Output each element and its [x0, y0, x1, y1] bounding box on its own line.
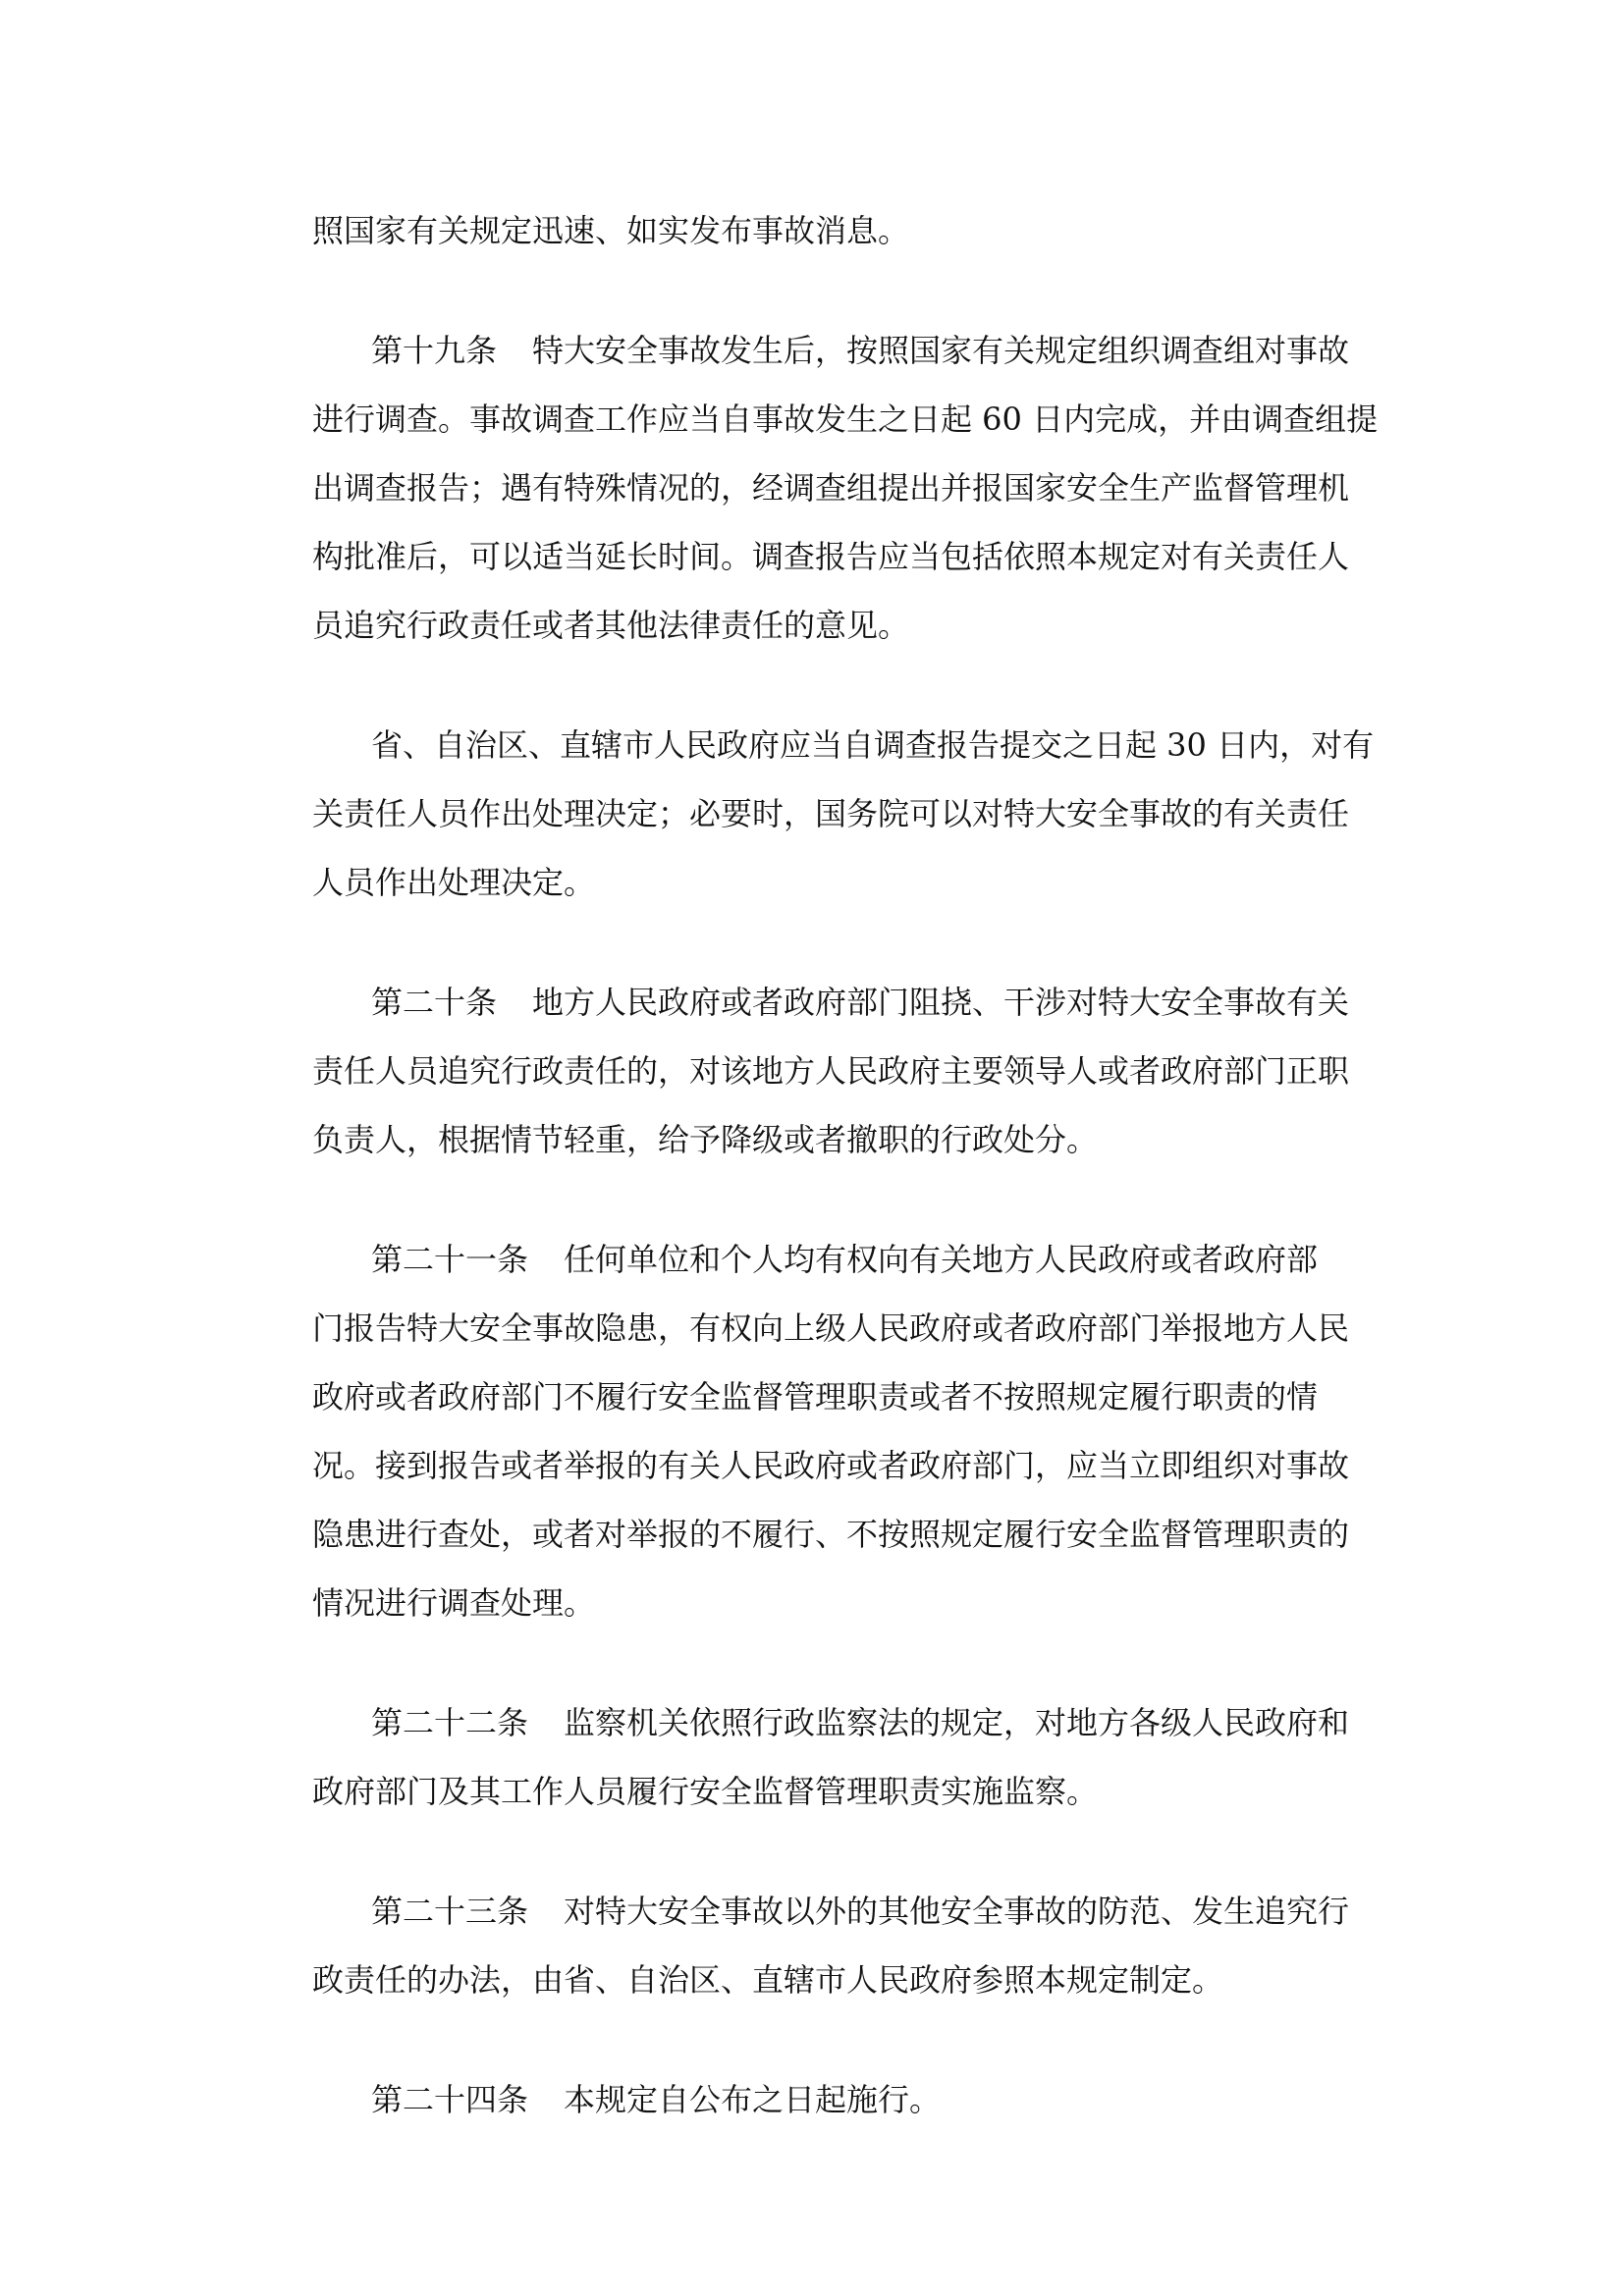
paragraph-line-text: 特大安全事故发生后，按照国家有关规定组织调查组对事故: [532, 332, 1350, 369]
paragraph-line: 员追究行政责任或者其他法律责任的意见。: [312, 607, 910, 644]
paragraph-line-text: 监察机关依照行政监察法的规定，对地方各级人民政府和: [564, 1704, 1350, 1741]
paragraph-line-text: 地方人民政府或者政府部门阻挠、干涉对特大安全事故有关: [532, 984, 1350, 1021]
paragraph-line: 政府部门及其工作人员履行安全监督管理职责实施监察。: [312, 1773, 1099, 1810]
paragraph-line: 出调查报告；遇有特殊情况的，经调查组提出并报国家安全生产监督管理机: [312, 469, 1350, 507]
article-23: [312, 1877, 1350, 2014]
paragraph-line: 关责任人员作出处理决定；必要时，国务院可以对特大安全事故的有关责任: [312, 795, 1350, 832]
paragraph-line: 况。接到报告或者举报的有关人民政府或者政府部门，应当立即组织对事故: [312, 1447, 1350, 1484]
document-body: [312, 196, 1379, 2185]
article-20: [312, 968, 1350, 1174]
paragraph-line: 照国家有关规定迅速、如实发布事故消息。: [312, 212, 910, 249]
article-number: 第二十二条: [371, 1704, 529, 1741]
paragraph-line: 人员作出处理决定。: [312, 864, 596, 901]
paragraph-line: 构批准后，可以适当延长时间。调查报告应当包括依照本规定对有关责任人: [312, 538, 1350, 575]
article-number: 第二十四条: [371, 2081, 529, 2118]
paragraph-first-line: [312, 1688, 1350, 1757]
article-24: [312, 2065, 1324, 2134]
paragraph-line: 政府或者政府部门不履行安全监督管理职责或者不按照规定履行职责的情: [312, 1378, 1319, 1415]
paragraph-line: 情况进行调查处理。: [312, 1584, 596, 1622]
paragraph-first-line: [312, 968, 1350, 1037]
paragraph-first-line: [312, 1877, 1350, 1946]
paragraph-line-text: 对特大安全事故以外的其他安全事故的防范、发生追究行: [564, 1893, 1350, 1930]
paragraph-first-line: [312, 316, 1350, 385]
paragraph-line-text: 任何单位和个人均有权向有关地方人民政府或者政府部: [564, 1241, 1319, 1278]
article-number: 第二十一条: [371, 1241, 529, 1278]
article-22: [312, 1688, 1350, 1826]
article-19-paragraph-2: [312, 711, 1375, 917]
paragraph-line: 责任人员追究行政责任的，对该地方人民政府主要领导人或者政府部门正职: [312, 1052, 1350, 1090]
paragraph-line-text: 本规定自公布之日起施行。: [564, 2081, 942, 2118]
paragraph-line: 负责人，根据情节轻重，给予降级或者撤职的行政处分。: [312, 1121, 1099, 1158]
article-21: [312, 1225, 1350, 1637]
article-19: [312, 316, 1379, 660]
paragraph-line: 进行调查。事故调查工作应当自事故发生之日起 60 日内完成，并由调查组提: [312, 400, 1379, 438]
article-number: 第二十三条: [371, 1893, 529, 1930]
paragraph-line: 政责任的办法，由省、自治区、直辖市人民政府参照本规定制定。: [312, 1961, 1224, 1999]
article-number: 第十九条: [371, 332, 498, 369]
paragraph-first-line: [312, 1225, 1324, 1294]
paragraph-first-line: 省、自治区、直辖市人民政府应当自调查报告提交之日起 30 日内，对有: [371, 726, 1375, 764]
paragraph-first-line: [312, 2065, 1324, 2134]
paragraph-line: 隐患进行查处，或者对举报的不履行、不按照规定履行安全监督管理职责的: [312, 1516, 1350, 1553]
paragraph-line: 门报告特大安全事故隐患，有权向上级人民政府或者政府部门举报地方人民: [312, 1309, 1350, 1347]
paragraph-continuation: [312, 196, 1324, 265]
article-number: 第二十条: [371, 984, 498, 1021]
